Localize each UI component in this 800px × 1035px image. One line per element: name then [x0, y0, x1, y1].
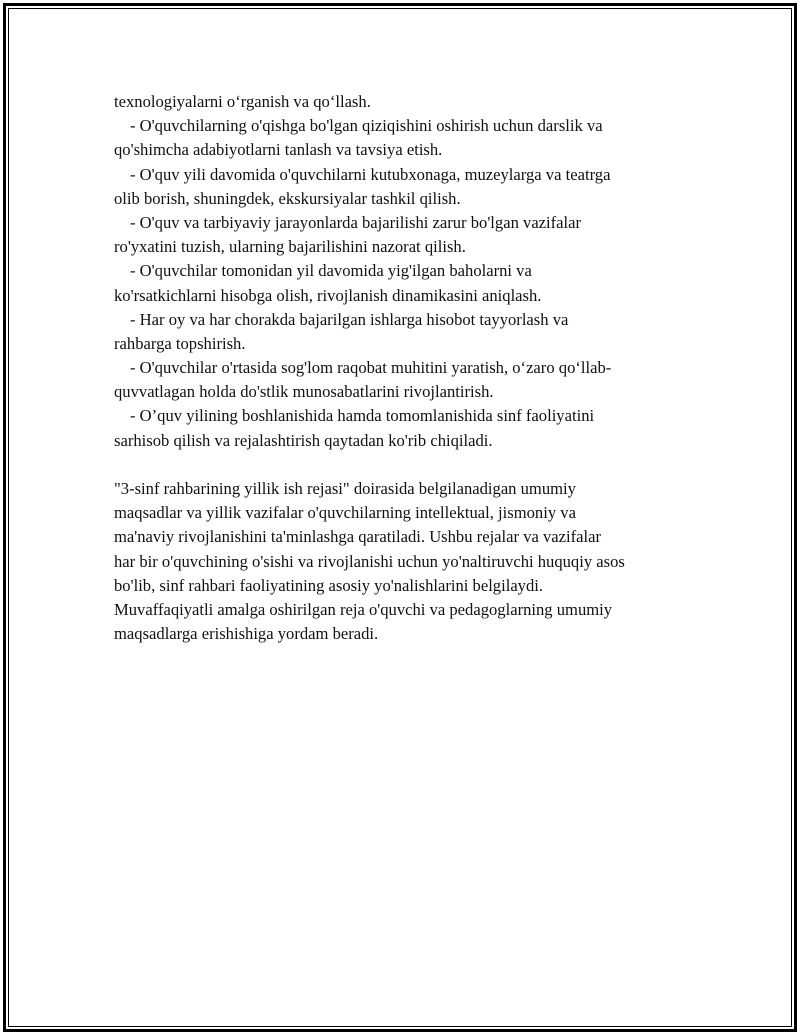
list-item: - O'quv yili davomida o'quvchilarni kutubxonaga, muzeylarga va teatrga: [130, 164, 611, 184]
summary-line: Muvaffaqiyatli amalga oshirilgan reja o'quvchi va pedagoglarning umumiy: [114, 599, 613, 619]
list-item: - O’quv yilining boshlanishida hamda tomomlanishida sinf faoliyatini: [130, 406, 595, 426]
summary-line: bo'lib, sinf rahbari faoliyatining asosiy yo'nalishlarini belgilaydi.: [114, 575, 544, 595]
list-line: ro'yxatini tuzish, ularning bajarilishini nazorat qilish.: [114, 237, 466, 257]
list-line: olib borish, shuningdek, ekskursiyalar tashkil qilish.: [114, 188, 461, 208]
summary-line: har bir o'quvchining o'sishi va rivojlanishi uchun yo'naltiruvchi huquqiy asos: [114, 551, 625, 571]
list-item: - O'quvchilar tomonidan yil davomida yig'ilgan baholarni va: [130, 261, 532, 281]
document-body: [114, 90, 694, 646]
list-item: - Har oy va har chorakda bajarilgan ishlarga hisobot tayyorlash va: [130, 309, 569, 329]
summary-line: maqsadlar va yillik vazifalar o'quvchilarning intellektual, jismoniy va: [114, 503, 576, 523]
list-line: sarhisob qilish va rejalashtirish qaytadan ko'rib chiqiladi.: [114, 430, 493, 450]
list-line: texnologiyalarni o‘rganish va qo‘llash.: [114, 92, 371, 111]
summary-line: "3-sinf rahbarining yillik ish rejasi" doirasida belgilanadigan umumiy: [114, 479, 576, 498]
list-item: - O'quvchilar o'rtasida sog'lom raqobat muhitini yaratish, o‘zaro qo‘llab-: [130, 358, 612, 378]
paragraph-gap: [114, 453, 694, 477]
list-line: qo'shimcha adabiyotlarni tanlash va tavsiya etish.: [114, 140, 443, 160]
summary-line: maqsadlarga erishishiga yordam beradi.: [114, 624, 379, 644]
summary-paragraph: [114, 477, 694, 646]
list-item: - O'quv va tarbiyaviy jarayonlarda bajarilishi zarur bo'lgan vazifalar: [130, 212, 582, 232]
list-line: rahbarga topshirish.: [114, 333, 246, 353]
summary-line: ma'naviy rivojlanishini ta'minlashga qaratiladi. Ushbu rejalar va vazifalar: [114, 527, 602, 547]
list-line: ko'rsatkichlarni hisobga olish, rivojlanish dinamikasini aniqlash.: [114, 285, 542, 305]
list-item: - O'quvchilarning o'qishga bo'lgan qiziqishini oshirish uchun darslik va: [130, 116, 603, 136]
duties-list: [114, 90, 694, 453]
list-line: quvvatlagan holda do'stlik munosabatlarini rivojlantirish.: [114, 382, 494, 402]
